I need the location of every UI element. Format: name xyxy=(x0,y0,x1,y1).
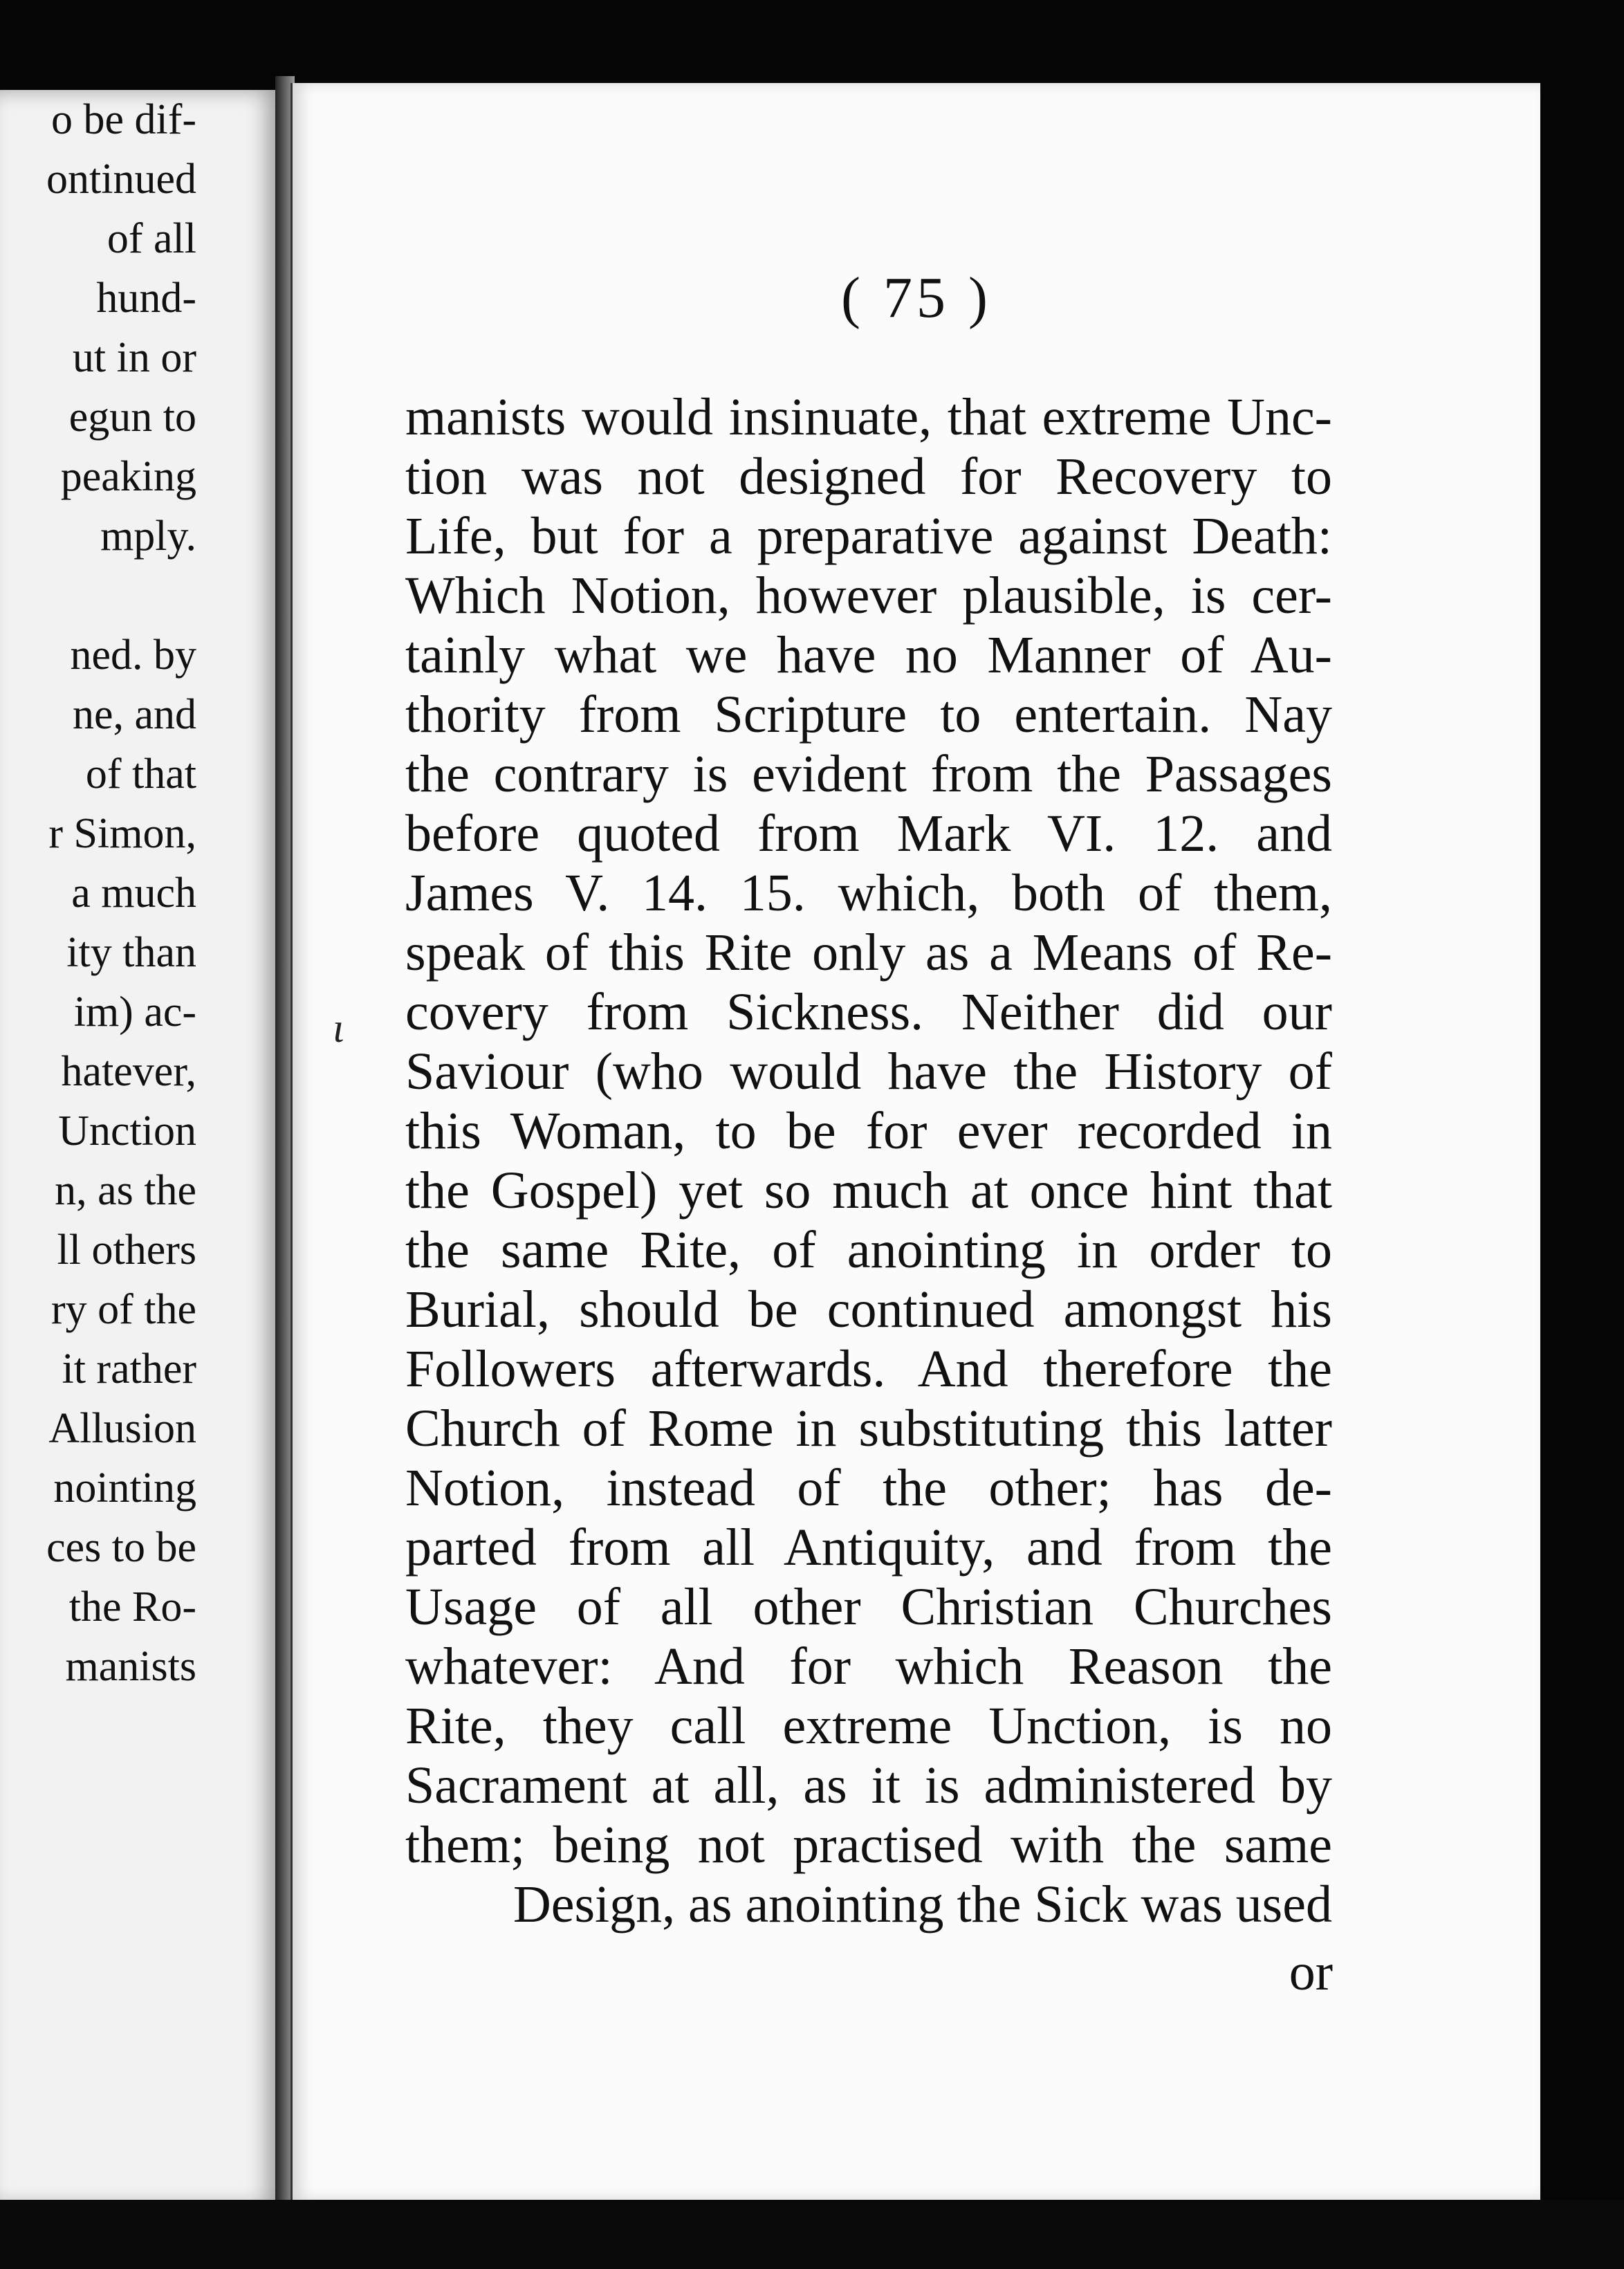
left-line: Unction xyxy=(58,1108,196,1155)
text-line: manists would insinuate, that extreme Unc- xyxy=(405,388,1332,446)
left-line: ontinued xyxy=(46,156,196,203)
left-line: r Simon, xyxy=(48,810,196,857)
text-line: the Gospel) yet so much at once hint that xyxy=(405,1161,1332,1220)
left-line: n, as the xyxy=(55,1167,196,1214)
left-line: the Ro- xyxy=(68,1583,196,1630)
text-line: Life, but for a preparative against Death: xyxy=(405,507,1332,565)
text-line: James V. 14. 15. which, both of them, xyxy=(405,864,1332,922)
text-line: Sacrament at all, as it is administered by xyxy=(405,1756,1332,1815)
left-line: im) ac- xyxy=(73,989,196,1036)
left-line: ut in or xyxy=(72,334,196,381)
text-line: the same Rite, of anointing in order to xyxy=(405,1221,1332,1279)
text-line: Church of Rome in substituting this latter xyxy=(405,1399,1332,1458)
left-line: a much xyxy=(71,870,196,917)
left-facing-page xyxy=(0,90,279,2207)
left-line: peaking xyxy=(60,453,196,500)
left-line: nointing xyxy=(53,1464,196,1512)
text-line: this Woman, to be for ever recorded in xyxy=(405,1102,1332,1160)
text-line: thority from Scripture to entertain. Nay xyxy=(405,686,1332,744)
catchword: or xyxy=(1289,1943,1333,2001)
left-line: ry of the xyxy=(50,1286,196,1333)
left-line: o be dif- xyxy=(50,96,196,143)
margin-mark: ι xyxy=(333,1005,344,1051)
left-line: of all xyxy=(107,215,196,262)
left-line: ne, and xyxy=(72,691,196,738)
text-line: Usage of all other Christian Churches xyxy=(405,1578,1332,1636)
text-line: before quoted from Mark VI. 12. and xyxy=(405,805,1332,863)
left-line: egun to xyxy=(68,394,196,441)
text-line: tainly what we have no Manner of Au- xyxy=(405,626,1332,684)
left-line: hatever, xyxy=(61,1048,196,1095)
left-line: it rather xyxy=(62,1345,196,1393)
right-page xyxy=(290,83,1540,2200)
left-line: ity than xyxy=(66,929,196,976)
left-line: Allusion xyxy=(48,1405,196,1452)
text-line: Followers afterwards. And therefore the xyxy=(405,1340,1332,1398)
text-line: the contrary is evident from the Passages xyxy=(405,745,1332,803)
scan-bottom-edge xyxy=(0,2200,1624,2269)
left-line: ned. by xyxy=(70,632,196,679)
body-text xyxy=(405,387,1332,1934)
text-line: speak of this Rite only as a Means of Re- xyxy=(405,924,1332,982)
text-line: covery from Sickness. Neither did our xyxy=(405,983,1332,1041)
left-line: ces to be xyxy=(46,1524,196,1571)
text-line: Design, as anointing the Sick was used xyxy=(513,1875,1332,1933)
left-line: hund- xyxy=(96,275,196,322)
text-line: tion was not designed for Recovery to xyxy=(405,448,1332,506)
text-line: Which Notion, however plausible, is cer- xyxy=(405,567,1332,625)
text-line: Notion, instead of the other; has de- xyxy=(405,1459,1332,1517)
text-line: whatever: And for which Reason the xyxy=(405,1637,1332,1696)
text-line: parted from all Antiquity, and from the xyxy=(405,1518,1332,1577)
page-number: ( 75 ) xyxy=(841,266,992,330)
left-page-text xyxy=(0,90,196,2207)
text-line: Burial, should be continued amongst his xyxy=(405,1280,1332,1339)
left-line: mply. xyxy=(100,513,196,560)
left-line: ll others xyxy=(57,1227,196,1274)
left-line: manists xyxy=(65,1643,196,1690)
text-line: Saviour (who would have the History of xyxy=(405,1042,1332,1101)
text-line: Rite, they call extreme Unction, is no xyxy=(405,1697,1332,1755)
text-line: them; being not practised with the same xyxy=(405,1816,1332,1874)
left-line: of that xyxy=(85,751,196,798)
